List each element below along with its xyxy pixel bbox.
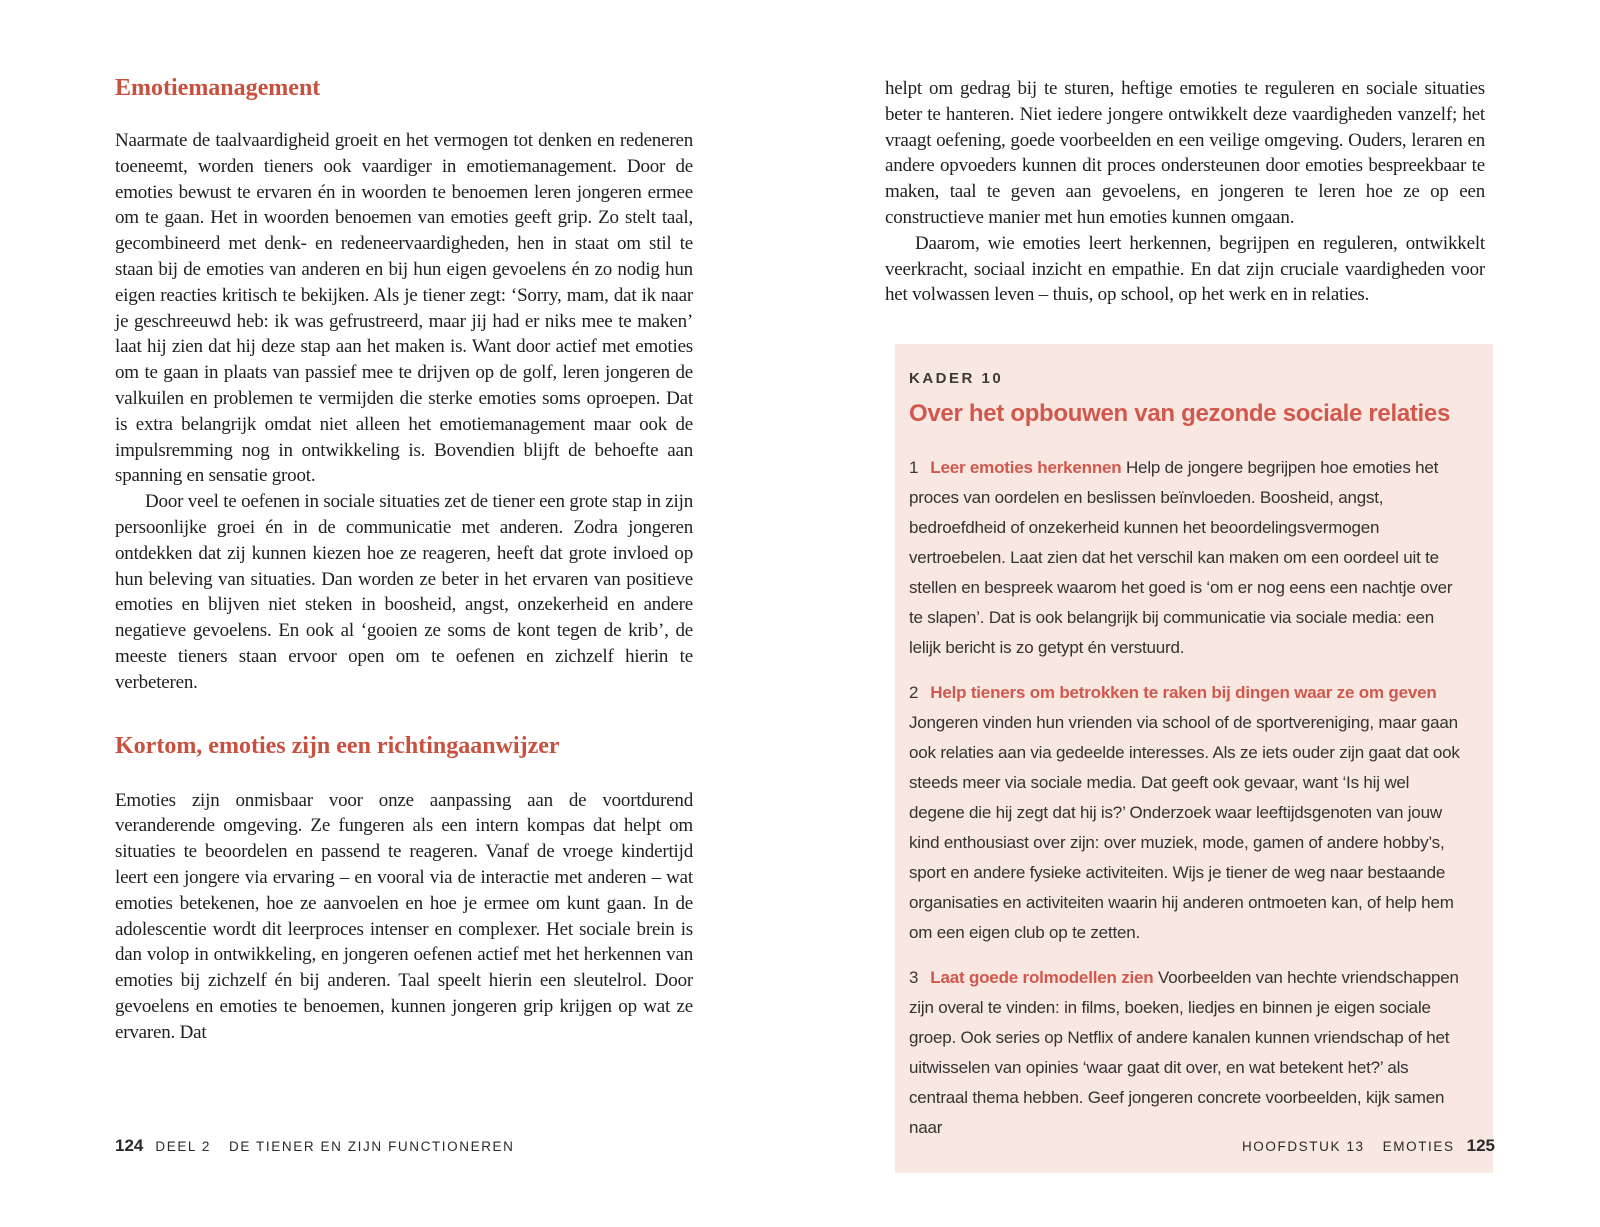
page-number-right: 125 xyxy=(1466,1136,1495,1155)
body-paragraph-5: Daarom, wie emoties leert herkennen, begrijpen en reguleren, ontwikkelt veerkracht, sociaal inzicht en empathie. En dat zijn cruciale vaardigheden voor het volwassen leven – thuis, op school, op het werk en in relaties. xyxy=(885,232,1485,306)
footer-left xyxy=(115,1136,515,1156)
footer-right xyxy=(1242,1136,1495,1156)
kader-item-1-text: Help de jongere begrijpen hoe emoties het proces van oordelen en beslissen beïnvloeden. Boosheid, angst, bedroefdheid of onzekerheid kunnen het beoordelingsvermogen vertroebelen. Laat zien dat het verschil kan maken om een oordeel uit te stellen en bespreek waarom het goed is ‘om er nog eens een nachtje over te slapen’. Dat is ook belangrijk bij communicatie via sociale media: een lelijk bericht is zo getypt én verstuurd. xyxy=(909,458,1453,658)
page-left xyxy=(115,0,693,1046)
kader-box xyxy=(895,344,1493,1173)
footer-chapter-label: HOOFDSTUK 13 xyxy=(1241,1139,1365,1154)
footer-chapter-title: EMOTIES xyxy=(1382,1139,1455,1154)
kader-item-2 xyxy=(909,678,1463,948)
kader-label: KADER 10 xyxy=(909,370,1004,388)
page-number-left: 124 xyxy=(115,1136,144,1155)
kader-item-2-text: Jongeren vinden hun vrienden via school of de sportvereniging, maar gaan ook relaties aan via gedeelde interesses. Als ze iets ouder zijn gaat dat ook steeds meer via sociale media. Dat geeft ook gevaar, want ‘Is hij wel degene die hij zegt dat hij is?’ Onderzoek waar leeftijdsgenoten van jouw kind enthousiast over zijn: over muziek, mode, gamen of andere hobby’s, sport en andere fysieke activiteiten. Wijs je tiener de weg naar bestaande organisaties en activiteiten waarin hij anderen ontmoeten kan, of help hem om een eigen club op te zetten. xyxy=(909,713,1460,943)
body-paragraph-1: Naarmate de taalvaardigheid groeit en het vermogen tot denken en redeneren toeneemt, worden tieners ook vaardiger in emotiemanagement. Door de emoties bewust te ervaren én in woorden te benoemen leren jongeren ermee om te gaan. Het in woorden benoemen van emoties geeft grip. Zo stelt taal, gecombineerd met denk- en redeneervaardigheden, hen in staat om stil te staan bij de emoties van anderen en bij hun eigen gevoelens én zo nodig hun eigen reacties kritisch te bekijken. Als je tiener zegt: ‘Sorry, mam, dat ik naar je geschreeuwd heb: ik was gefrustreerd, maar jij had er niks mee te maken’ laat hij zien dat hij deze stap aan het maken is. Want door actief met emoties om te gaan in plaats van passief mee te drijven op de golf, leren jongeren de valkuilen en problemen te vermijden die sterke emoties soms oproepen. Dat is extra belangrijk omdat niet alleen het emotiemanagement maar ook de impulsremming nog in ontwikkeling is. Bovendien blijft de behoefte aan spanning en sensatie groot. xyxy=(115,130,693,487)
kader-item-2-heading: Help tieners om betrokken te raken bij dingen waar ze om geven xyxy=(930,683,1437,703)
kader-item-1-number: 1 xyxy=(909,458,919,478)
footer-part-title: DE TIENER EN ZIJN FUNCTIONEREN xyxy=(229,1139,515,1154)
kader-title: Over het opbouwen van gezonde sociale relaties xyxy=(909,400,1451,428)
section-heading-kortom: Kortom, emoties zijn een richtingaanwijzer xyxy=(115,732,560,759)
kader-item-1 xyxy=(909,453,1463,663)
footer-part-label: DEEL 2 xyxy=(155,1139,211,1154)
kader-item-3-heading: Laat goede rolmodellen zien xyxy=(930,968,1154,988)
body-paragraph-4: helpt om gedrag bij te sturen, heftige emoties te reguleren en sociale situaties beter te hanteren. Niet iedere jongere ontwikkelt deze vaardigheden vanzelf; het vraagt oefening, goede voorbeelden en een veilige omgeving. Ouders, leraren en andere opvoeders kunnen dit proces ondersteunen door emoties bespreekbaar te maken, taal te geven aan gevoelens, en jongeren te leren hoe ze op een constructieve manier met hun emoties kunnen omgaan. xyxy=(885,78,1485,228)
kader-item-1-heading: Leer emoties herkennen xyxy=(930,458,1122,478)
section-heading-emotiemanagement: Emotiemanagement xyxy=(115,75,321,101)
kader-item-2-number: 2 xyxy=(909,683,919,703)
body-paragraph-2: Door veel te oefenen in sociale situaties zet de tiener een grote stap in zijn persoonlijke groei én in de communicatie met anderen. Zodra jongeren ontdekken dat zij kunnen kiezen hoe ze reageren, heeft dat grote invloed op hun beleving van situaties. Dan worden ze beter in het ervaren van positieve emoties en blijven niet steken in boosheid, angst, onzekerheid en andere negatieve gevoelens. En ook al ‘gooien ze soms de kont tegen de krib’, de meeste tieners staan ervoor open om te oefenen en zichzelf hierin te verbeteren. xyxy=(115,491,693,693)
body-paragraph-3: Emoties zijn onmisbaar voor onze aanpassing aan de voortdurend veranderende omgeving. Ze fungeren als een intern kompas dat helpt om situaties te beoordelen en passend te reageren. Vanaf de vroege kindertijd leert een jongere via ervaring – en vooral via de interactie met anderen – wat emoties betekenen, hoe ze aanvoelen en hoe je ermee om kunt gaan. In de adolescentie wordt dit leerproces intenser en complexer. Het sociale brein is dan volop in ontwikkeling, en jongeren oefenen actief met het herkennen van emoties bij zichzelf én bij anderen. Taal speelt hierin een sleutelrol. Door gevoelens en emoties te benoemen, kunnen jongeren grip krijgen op wat ze ervaren. Dat xyxy=(115,789,693,1043)
kader-item-3 xyxy=(909,963,1463,1143)
kader-item-3-number: 3 xyxy=(909,968,919,988)
kader-item-3-text: Voorbeelden van hechte vriendschappen zijn overal te vinden: in films, boeken, liedjes en binnen je eigen sociale groep. Ook series op Netflix of andere kanalen kunnen vriendschap of het uitwisselen van opinies ‘waar gaat dit over, en wat betekent het?’ als centraal thema hebben. Geef jongeren concrete voorbeelden, kijk samen naar xyxy=(909,968,1459,1138)
page-right xyxy=(885,0,1485,1173)
